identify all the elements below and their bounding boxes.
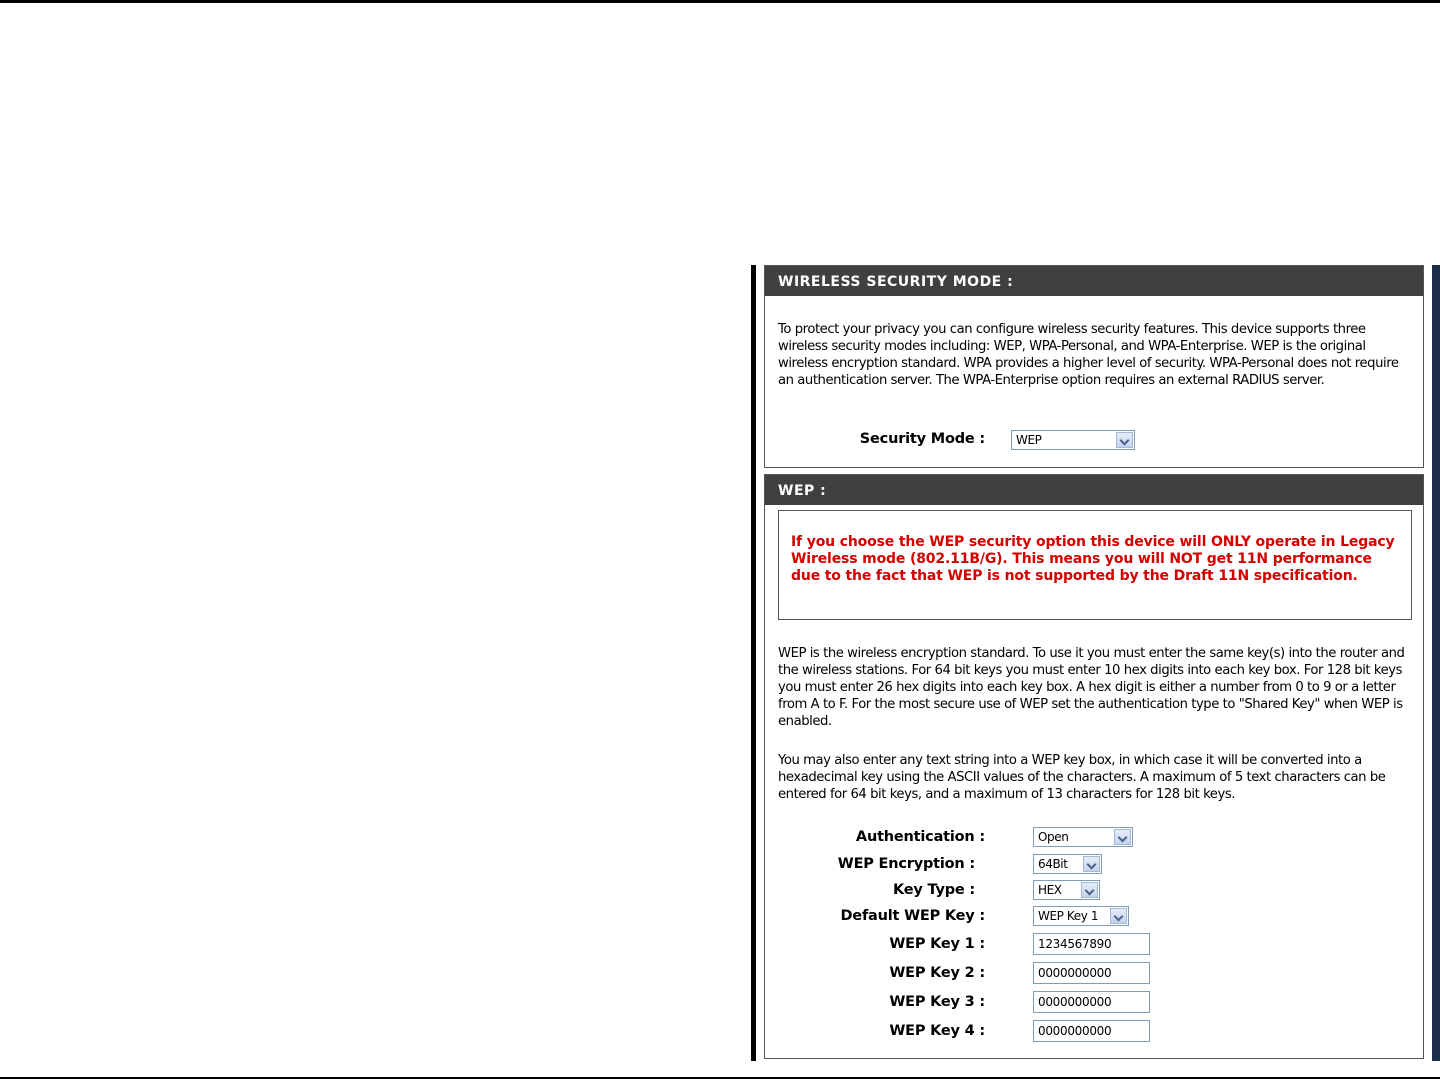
- wep-key-3-input[interactable]: 0000000000: [1033, 991, 1150, 1013]
- frame-right-border: [1432, 265, 1440, 1061]
- wep-warning-text: If you choose the WEP security option this device will ONLY operate in Legacy Wireless mode (802.11B/G). This means you will NOT get 11N performance due to the fact that WEP is not supported by the Draft 11N specification.: [791, 534, 1395, 584]
- wep-key-1-label: WEP Key 1 :: [889, 936, 985, 952]
- bottom-rule: [0, 1077, 1440, 1079]
- default-wep-key-select[interactable]: WEP Key 1: [1033, 906, 1129, 926]
- wep-warning-box: [778, 510, 1412, 620]
- wireless-security-mode-panel: [764, 265, 1424, 468]
- security-mode-description: To protect your privacy you can configure wireless security features. This device supports three wireless security modes including: WEP, WPA-Personal, and WPA-Enterprise. WEP is the original wireless encryption standard. WPA provides a higher level of security. WPA-Personal does not require an authentication server. The WPA-Enterprise option requires an external RADIUS server.: [778, 322, 1399, 388]
- wep-key-4-input[interactable]: 0000000000: [1033, 1020, 1150, 1042]
- chevron-down-icon[interactable]: [1110, 908, 1127, 924]
- key-type-select[interactable]: HEX: [1033, 880, 1100, 900]
- key-type-label: Key Type :: [893, 882, 975, 898]
- wep-key-4-label: WEP Key 4 :: [889, 1023, 985, 1039]
- wep-encryption-select[interactable]: 64Bit: [1033, 854, 1102, 874]
- wep-key-2-label: WEP Key 2 :: [889, 965, 985, 981]
- chevron-down-icon[interactable]: [1081, 882, 1098, 898]
- frame-left-border: [751, 265, 756, 1061]
- wep-key-1-input[interactable]: 1234567890: [1033, 933, 1150, 955]
- security-mode-label: Security Mode :: [859, 431, 985, 447]
- wep-key-2-input[interactable]: 0000000000: [1033, 962, 1150, 984]
- chevron-down-icon[interactable]: [1114, 829, 1131, 845]
- wep-text-key-description: You may also enter any text string into a WEP key box, in which case it will be converted into a hexadecimal key using the ASCII values of the characters. A maximum of 5 text characters can be entered for 64 bit keys, and a maximum of 13 characters for 128 bit keys.: [778, 753, 1386, 802]
- default-wep-key-label: Default WEP Key :: [840, 908, 985, 924]
- wep-key-3-label: WEP Key 3 :: [889, 994, 985, 1010]
- security-mode-select[interactable]: WEP: [1011, 430, 1135, 450]
- wep-encryption-label: WEP Encryption :: [837, 856, 975, 872]
- chevron-down-icon[interactable]: [1116, 432, 1133, 448]
- wep-description: WEP is the wireless encryption standard. To use it you must enter the same key(s) into the router and the wireless stations. For 64 bit keys you must enter 10 hex digits into each key box. For 128 bit keys you must enter 26 hex digits into each key box. A hex digit is either a number from 0 to 9 or a letter from A to F. For the most secure use of WEP set the authentication type to "Shared Key" when WEP is enabled.: [778, 646, 1405, 729]
- authentication-select[interactable]: Open: [1033, 827, 1133, 847]
- section-header: WEP :: [765, 475, 1423, 505]
- section-header: WIRELESS SECURITY MODE :: [765, 266, 1423, 296]
- chevron-down-icon[interactable]: [1083, 856, 1100, 872]
- top-rule: [0, 0, 1440, 3]
- wep-panel: [764, 474, 1424, 1059]
- authentication-label: Authentication :: [855, 829, 985, 845]
